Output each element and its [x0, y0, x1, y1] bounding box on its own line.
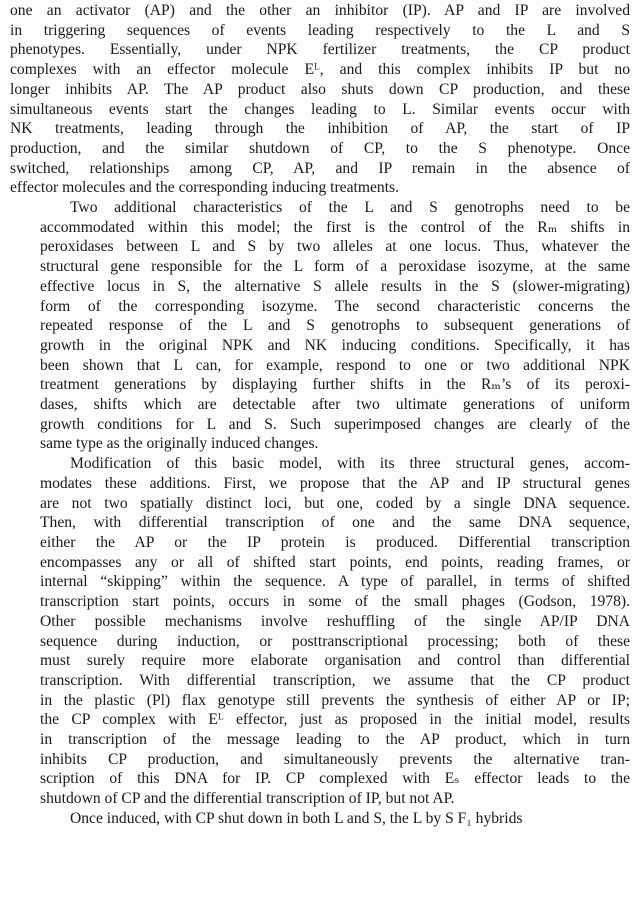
text-line: encompasses any or all of shifted start points, end points, reading frames, or [40, 553, 630, 571]
text-line: form of the corresponding isozyme. The second characteristic concerns the [40, 297, 630, 315]
text-line: sequence during induction, or posttranscriptional processing; both of these [40, 632, 630, 650]
text-line: Modification of this basic model, with its three structural genes, accom- [70, 455, 630, 473]
text-line: production, and the similar shutdown of CP, to the S phenotype. Once [10, 139, 630, 157]
paragraph-1 [10, 1, 630, 198]
text-line: phenotypes. Essentially, under NPK fertilizer treatments, the CP product [10, 41, 630, 59]
text-line: switched, relationships among CP, AP, and IP remain in the absence of [10, 159, 630, 177]
text-line: peroxidases between L and S by two alleles at one locus. Thus, whatever the [40, 238, 630, 256]
text-line: growth conditions for L and S. Such superimposed changes are clearly of the [40, 415, 630, 433]
text-line: treatment generations by displaying further shifts in the Rₘ’s of its peroxi- [40, 376, 630, 394]
text-line: the CP complex with Eᴸ effector, just as proposed in the initial model, results [40, 711, 630, 729]
text-line: growth in the original NPK and NK inducing conditions. Specifically, it has [40, 336, 630, 354]
text-line: internal “skipping” within the sequence. A type of parallel, in terms of shifted [40, 573, 630, 591]
text-line: scription of this DNA for IP. CP complexed with Eₛ effector leads to the [40, 770, 630, 788]
text-line: complexes with an effector molecule Eᴸ, and this complex inhibits IP but no [10, 61, 630, 79]
text-line: simultaneous events start the changes leading to L. Similar events occur with [10, 100, 630, 118]
text-line: same type as the originally induced changes. [40, 435, 319, 453]
paragraph-4 [10, 809, 630, 829]
document-body [10, 1, 630, 829]
text-line: one an activator (AP) and the other an inhibitor (IP). AP and IP are involved [10, 2, 630, 19]
text-line: in transcription of the message leading to the AP product, which in turn [40, 731, 630, 749]
text-line: dases, shifts which are detectable after two ultimate generations of uniform [40, 396, 630, 414]
text-line: effector molecules and the corresponding inducing treatments. [10, 179, 399, 197]
text-line: been shown that L can, for example, respond to one or two additional NPK [40, 356, 630, 374]
text-line: modates these additions. First, we propose that the AP and IP structural genes [40, 474, 630, 492]
text-line: accommodated within this model; the first is the control of the Rₘ shifts in [40, 218, 630, 236]
text-line: effective locus in S, the alternative S allele results in the S (slower-migrating) [40, 277, 630, 295]
text-line: Other possible mechanisms involve reshuffling of the single AP/IP DNA [40, 612, 630, 630]
text-line: longer inhibits AP. The AP product also shuts down CP production, and these [10, 80, 630, 98]
text-line: Once induced, with CP shut down in both L and S, the L by S F₁ hybrids [70, 809, 523, 827]
text-line: transcription start points, occurs in some of the small phages (Godson, 1978). [40, 593, 630, 611]
text-line: Then, with differential transcription of one and the same DNA sequence, [40, 514, 630, 532]
text-line: inhibits CP production, and simultaneously prevents the alternative tran- [40, 750, 630, 768]
text-line: transcription. With differential transcription, we assume that the CP product [40, 671, 630, 689]
paragraph-2 [10, 198, 630, 454]
text-line: repeated response of the L and S genotrophs to subsequent generations of [40, 317, 630, 335]
text-line: Two additional characteristics of the L and S genotrophs need to be [70, 199, 630, 217]
text-line: must surely require more elaborate organisation and control than differential [40, 652, 630, 670]
text-line: NK treatments, leading through the inhibition of AP, the start of IP [10, 120, 630, 138]
text-line: in the plastic (Pl) flax genotype still prevents the synthesis of either AP or IP; [40, 691, 630, 709]
text-line: either the AP or the IP protein is produced. Differential transcription [40, 533, 630, 551]
text-line: structural gene responsible for the L form of a peroxidase isozyme, at the same [40, 258, 630, 276]
paragraph-3 [10, 454, 630, 809]
text-line: in triggering sequences of events leading respectively to the L and S [10, 21, 630, 39]
text-line: are not two spatially distinct loci, but one, coded by a single DNA sequence. [40, 494, 630, 512]
text-line: shutdown of CP and the differential transcription of IP, but not AP. [40, 790, 455, 808]
